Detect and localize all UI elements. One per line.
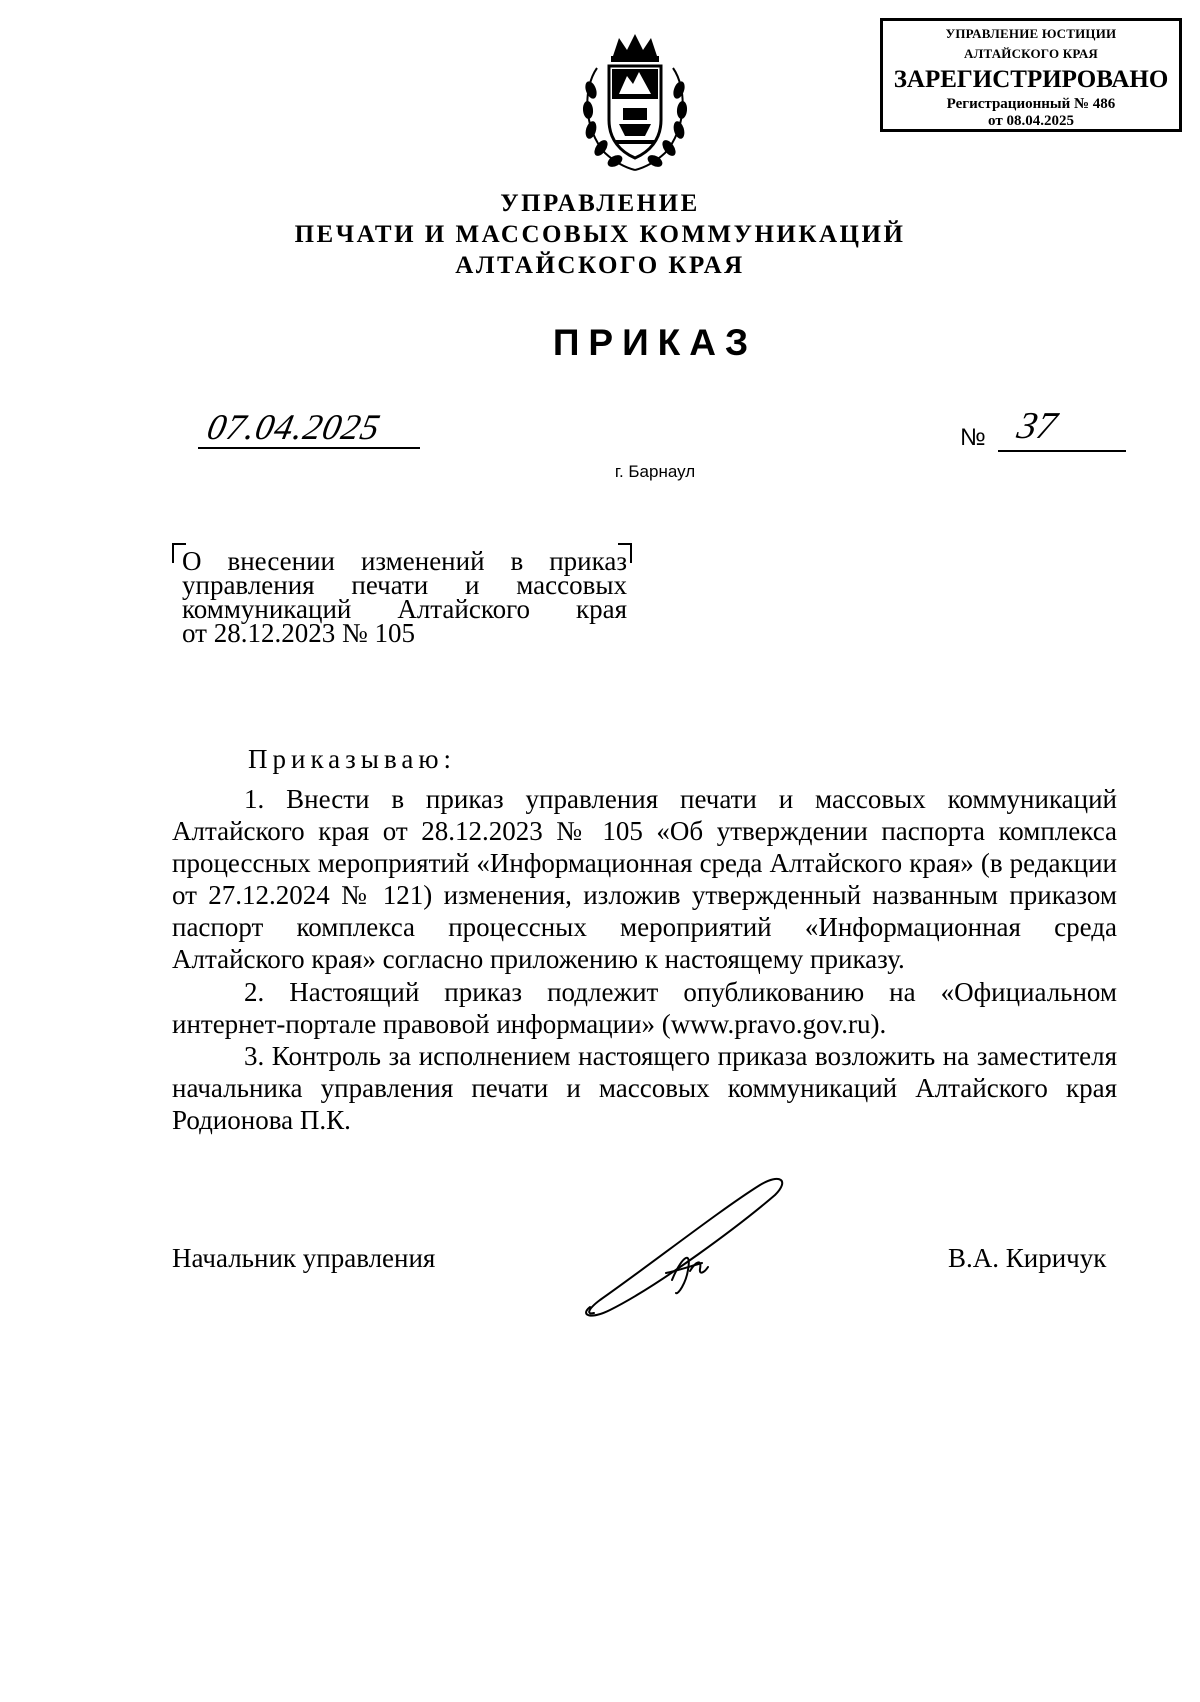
stamp-org-line2: АЛТАЙСКОГО КРАЯ [964, 46, 1098, 61]
city: г. Барнаул [614, 462, 696, 481]
order-word: Приказываю: [248, 744, 456, 774]
document-subject [182, 546, 627, 648]
paragraph-1: 1. Внести в приказ управления печати и массовых коммуникаций Алтайского края от 28.12.2023 № 105 «Об утверждении паспорта комплекса процессных мероприятий «Информационная среда Алтайского края» (в редакции от 27.12.2024 № 121) изменения, изложив утвержденный названным приказом паспорт комплекса процессных мероприятий «Информационная среда Алтайского края» согласно приложению к настоящему приказу. [172, 784, 1117, 974]
number-label: № [960, 424, 986, 451]
document-date: 07.04.2025 [203, 407, 385, 447]
document-number: 37 [1013, 405, 1061, 447]
agency-line3: АЛТАЙСКОГО КРАЯ [455, 252, 745, 279]
paragraph-2: 2. Настоящий приказ подлежит опубликованию на «Официальном интернет-портале правовой информации» (www.pravo.gov.ru). [172, 977, 1117, 1039]
coat-of-arms-icon [575, 28, 695, 178]
signatory-name: В.А. Киричук [948, 1243, 1107, 1273]
document-type: ПРИКАЗ [552, 322, 758, 363]
stamp-org-line1: УПРАВЛЕНИЕ ЮСТИЦИИ [945, 26, 1117, 41]
registration-stamp [880, 18, 1182, 132]
agency-line2: ПЕЧАТИ И МАССОВЫХ КОММУНИКАЦИЙ [294, 221, 906, 248]
signatory-title: Начальник управления [172, 1243, 436, 1273]
subject-line4: от 28.12.2023 № 105 [182, 618, 415, 648]
subject-line1: О внесении изменений в приказ [182, 546, 627, 576]
agency-line1: УПРАВЛЕНИЕ [500, 190, 700, 217]
number-underline [998, 450, 1126, 452]
handwritten-signature-icon [580, 1175, 790, 1320]
paragraph-3: 3. Контроль за исполнением настоящего приказа возложить на заместителя начальника управления печати и массовых коммуникаций Алтайского края Родионова П.К. [172, 1041, 1117, 1135]
agency-name [0, 188, 1200, 281]
stamp-reg-number: Регистрационный № 486 [946, 96, 1116, 112]
subject-line2: управления печати и массовых [182, 570, 627, 600]
date-underline [198, 447, 420, 449]
subject-line3: коммуникаций Алтайского края [182, 594, 627, 624]
stamp-reg-date: от 08.04.2025 [988, 113, 1074, 129]
stamp-status: ЗАРЕГИСТРИРОВАНО [893, 66, 1169, 93]
